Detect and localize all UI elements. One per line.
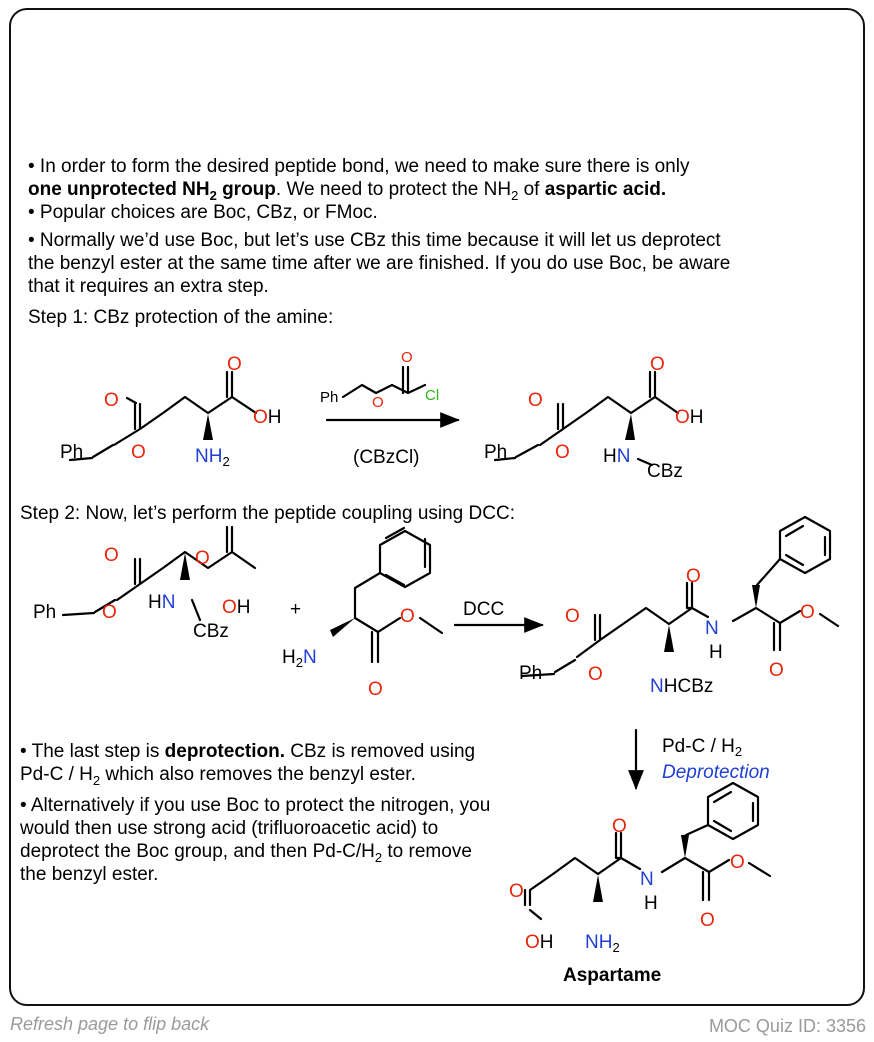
o-carbonyl-ester: O — [104, 390, 119, 411]
dcc-label: DCC — [463, 599, 505, 620]
step2-title: Step 2: Now, let’s perform the peptide coupling using DCC: — [20, 503, 515, 524]
intro-bullet-2: • Popular choices are Boc, CBz, or FMoc. — [28, 202, 378, 223]
svg-text:N: N — [705, 618, 719, 639]
refresh-hint[interactable]: Refresh page to flip back — [10, 1014, 210, 1034]
note-1-line-2: $Pd-C / H_2$ which also removes the benzyl ester. — [20, 764, 416, 788]
svg-text:O: O — [686, 566, 701, 587]
intro-bullet-3-line-3: that it requires an extra step. — [28, 276, 269, 297]
note-2-line-2: would then use strong acid (trifluoroacetic acid) to — [20, 818, 439, 839]
svg-text:N: N — [640, 869, 654, 890]
svg-text:O: O — [509, 881, 524, 902]
svg-text:CBz: CBz — [193, 621, 229, 642]
svg-text:H: H — [644, 893, 658, 914]
svg-text:O: O — [588, 664, 603, 685]
svg-text:NHCBz: NHCBz — [650, 676, 714, 697]
svg-text:HN: HN — [603, 446, 631, 467]
svg-text:O: O — [800, 602, 815, 623]
deprotection-label: Deprotection — [662, 762, 770, 783]
plus-sign: + — [290, 599, 302, 620]
svg-text:O: O — [565, 606, 580, 627]
pdc-h2-label: $Pd-C / H_2$ — [662, 736, 743, 759]
cbzcl-reagent — [320, 349, 439, 411]
ph-group: Ph — [60, 442, 84, 463]
o-ester: O — [131, 442, 146, 463]
svg-text:O: O — [400, 606, 415, 627]
svg-text:O: O — [195, 548, 210, 569]
note-1-line-1: • The last step is deprotection. CBz is removed using — [20, 741, 476, 762]
cbz-protected-product — [484, 354, 704, 482]
protected-dipeptide-product — [519, 517, 838, 697]
svg-text:O: O — [102, 602, 117, 623]
note-2-line-3: deprotect the Boc group, and then $Pd-C/H_2$ to remove — [20, 841, 472, 865]
aspartame-name: Aspartame — [563, 965, 662, 986]
svg-text:O: O — [401, 349, 413, 366]
o-carbonyl-acid: O — [227, 354, 242, 375]
svg-text:H: H — [709, 642, 723, 663]
note-2-line-1: • Alternatively if you use Boc to protect the nitrogen, you — [20, 795, 491, 816]
svg-text:O: O — [528, 390, 543, 411]
svg-text:O: O — [650, 354, 665, 375]
note-2-line-4: the benzyl ester. — [20, 864, 159, 885]
svg-text:OH: OH — [222, 597, 251, 618]
cbzcl-label: (CBzCl) — [353, 447, 420, 468]
svg-text:OH: OH — [525, 932, 554, 953]
svg-text:O: O — [368, 679, 383, 700]
svg-text:OH: OH — [675, 407, 704, 428]
svg-text:O: O — [555, 442, 570, 463]
svg-text:Ph: Ph — [320, 389, 339, 406]
svg-text:Ph: Ph — [484, 442, 508, 463]
svg-text:NH2: $NH_2$ — [585, 932, 620, 955]
svg-text:O: O — [730, 852, 745, 873]
step1-title: Step 1: CBz protection of the amine: — [28, 307, 334, 328]
oh-acid: OH — [253, 407, 282, 428]
svg-text:Ph: Ph — [519, 663, 543, 684]
svg-text:H2N: $H_2N$ — [282, 647, 317, 670]
svg-text:O: O — [104, 545, 119, 566]
quiz-id: MOC Quiz ID: 3356 — [708, 1016, 866, 1036]
cbz-aspartate-reactant — [33, 527, 255, 642]
intro-bullet-1-line-1: • In order to form the desired peptide bond, we need to make sure there is only — [28, 156, 690, 177]
svg-text:O: O — [612, 816, 627, 837]
svg-text:O: O — [700, 910, 715, 931]
nh2-amine: $NH_2$ — [195, 446, 230, 469]
aspartame-product — [509, 783, 770, 986]
phenylalanine-methyl-ester — [282, 528, 442, 700]
svg-text:O: O — [372, 394, 384, 411]
svg-text:CBz: CBz — [647, 461, 683, 482]
svg-text:Cl: Cl — [425, 387, 440, 404]
intro-bullet-3-line-2: the benzyl ester at the same time after we are finished. If you do use Boc, be aware — [28, 253, 731, 274]
svg-text:HN: HN — [148, 592, 176, 613]
svg-text:Ph: Ph — [33, 602, 57, 623]
svg-text:O: O — [769, 660, 784, 681]
intro-bullet-1-line-2: one unprotected $NH_2$ group. We need to protect the $NH_2$ of aspartic acid. — [28, 179, 667, 203]
intro-bullet-3-line-1: • Normally we’d use Boc, but let’s use CBz this time because it will let us deprotect — [28, 230, 721, 251]
aspartic-benzyl-ester-reactant — [60, 354, 282, 469]
